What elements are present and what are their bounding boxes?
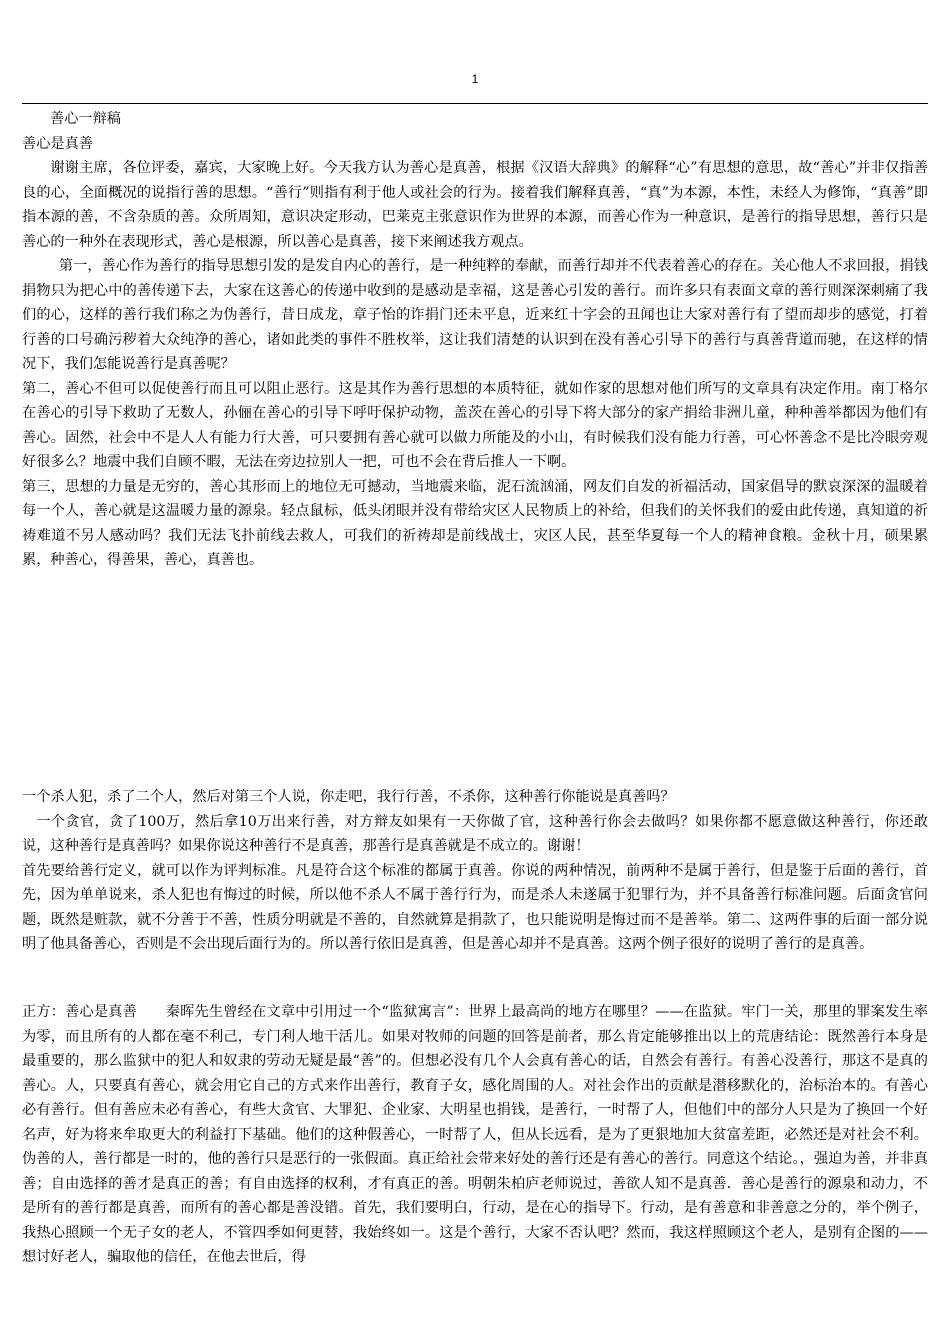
document-subtitle: 善心是真善 — [22, 135, 93, 152]
page-number: 1 — [471, 72, 479, 86]
paragraph-affirmative: 正方：善心是真善 秦晖先生曾经在文章中引用过一个“监狱寓言”：世界上最高尚的地方在哪里？——在监狱。牢门一关，那里的罪案发生率为零，而且所有的人都在毫不利己，专门利人地干活儿。如果对牧师的问题的回答是前者，那么肯定能够推出以上的荒唐结论：既然善行本身是最重要的，那么监狱中的犯人和奴隶的劳动无疑是最“善”的。但想必没有几个人会真有善心的话，自然会有善行。有善心没善行，那这不是真的善心。人，只要真有善心，就会用它自己的方式来作出善行，教育子女，感化周围的人。对社会作出的贡献是潜移默化的，治标治本的。有善心必有善行。但有善应未必有善心，有些大贪官、大罪犯、企业家、大明星也捐钱，是善行，一时帮了人，但他们中的部分人只是为了换回一个好名声，好为将来牟取更大的利益打下基础。他们的这种假善心，一时帮了人，但从长远看，是为了更狠地加大贫富差距，必然还是对社会不利。伪善的人，善行都是一时的，他的善行只是恶行的一张假面。真正给社会带来好处的善行还是有善心的善行。同意这个结论。，强迫为善，并非真善；自由选择的善才是真正的善；有自由选择的权利，才有真正的善。明朝朱柏庐老师说过，善欲人知不是真善．善心是善行的源泉和动力，不是所有的善行都是真善，而所有的善心都是善没错。首先，我们要明白，行动，是在心的指导下。行动，是有善意和非善意之分的，举个例子，我热心照顾一个无子女的老人，不管四季如何更替，我始终如一。这是个善行，大家不否认吧？然而，我这样照顾这个老人，是别有企图的——想讨好老人，骗取他的信任，在他去世后，得 — [22, 1004, 928, 1265]
document-section-2 — [22, 785, 928, 957]
paragraph-point-2: 第二，善心不但可以促使善行而且可以阻止恶行。这是其作为善行思想的本质特征，就如作家的思想对他们所写的文章具有决定作用。南丁格尔在善心的引导下救助了无数人，孙俪在善心的引导下呼吁保护动物，盖茨在善心的引导下将大部分的家产捐给非洲儿童，种种善举都因为他们有善心。固然，社会中不是人人有能力行大善，可只要拥有善心就可以做力所能及的小山，有时候我们没有能力行善，可心怀善念不是比冷眼旁观好很多么？地震中我们自顾不暇，无法在旁边拉别人一把，可也不会在背后推人一下啊。 — [22, 380, 928, 470]
header-rule — [22, 103, 928, 104]
paragraph-rebuttal: 首先要给善行定义，就可以作为评判标准。凡是符合这个标准的都属于真善。你说的两种情况，前两种不是属于善行，但是鉴于后面的善行，首先，因为单单说来，杀人犯也有悔过的时候，所以他不杀人不属于善行行为，而是杀人未遂属于犯罪行为，并不具备善行标准问题。后面贪官问题，既然是赃款，就不分善于不善，性质分明就是不善的，自然就算是捐款了，也只能说明是悔过而不是善举。第二、这两件事的后面一部分说明了他具备善心，否则是不会出现后面行为的。所以善行依旧是真善，但是善心却并不是真善。这两个例子很好的说明了善行的是真善。 — [22, 862, 928, 952]
paragraph-point-3: 第三，思想的力量是无穷的，善心其形而上的地位无可撼动，当地震来临，泥石流汹涌，网友们自发的祈福活动，国家倡导的默哀深深的温暖着每一个人，善心就是这温暖力量的源泉。轻点鼠标，低头闭眼并没有带给灾区人民物质上的补给，但我们的关怀我们的爱由此传递，真知道的祈祷难道不另人感动吗？我们无法飞扑前线去救人，可我们的祈祷却是前线战士，灾区人民，甚至华夏每一个人的精神食粮。金秋十月，硕果累累，种善心，得善果，善心，真善也。 — [22, 478, 928, 568]
document-title: 善心一辩稿 — [50, 111, 121, 127]
paragraph-official-example: 一个贪官，贪了100万，然后拿10万出来行善，对方辩友如果有一天你做了官，这种善行你会去做吗？如果你都不愿意做这种善行，你还敢说，这种善行是真善吗？如果你说这种善行不是真善，那善行是真善就是不成立的。谢谢！ — [22, 813, 928, 854]
paragraph-point-1: 第一，善心作为善行的指导思想引发的是发自内心的善行，是一种纯粹的奉献，而善行却并不代表着善心的存在。关心他人不求回报，捐钱捐物只为把心中的善传递下去，大家在这善心的传递中收到的是感动是幸福，这是善心引发的善行。而许多只有表面文章的善行则深深刺痛了我们的心，这样的善行我们称之为伪善行，昔日成龙，章子怡的诈捐门还未平息，近来红十字会的丑闻也让大家对善行有了望而却步的感觉，打着行善的口号确污秽着大众纯净的善心，诸如此类的事件不胜枚举，这让我们清楚的认识到在没有善心引导下的善行与真善背道而驰，在这样的情况下，我们怎能说善行是真善呢？ — [22, 258, 928, 372]
document-section-1 — [22, 107, 928, 573]
document-section-3 — [22, 1000, 928, 1270]
paragraph-killer-example: 一个杀人犯，杀了二个人，然后对第三个人说，你走吧，我行行善，不杀你，这种善行你能说是真善吗？ — [22, 789, 675, 805]
paragraph-intro: 谢谢主席，各位评委，嘉宾，大家晚上好。今天我方认为善心是真善，根据《汉语大辞典》的解释“心”有思想的意思，故“善心”并非仅指善良的心，全面概况的说指行善的思想。“善行”则指有利于他人或社会的行为。接着我们解释真善，“真”为本源，本性，未经人为修饰，“真善”即指本源的善，不含杂质的善。众所周知，意识决定形动，巴莱克主张意识作为世界的本源，而善心作为一种意识，是善行的指导思想，善行只是善心的一种外在表现形式，善心是根源，所以善心是真善，接下来阐述我方观点。 — [22, 160, 928, 250]
